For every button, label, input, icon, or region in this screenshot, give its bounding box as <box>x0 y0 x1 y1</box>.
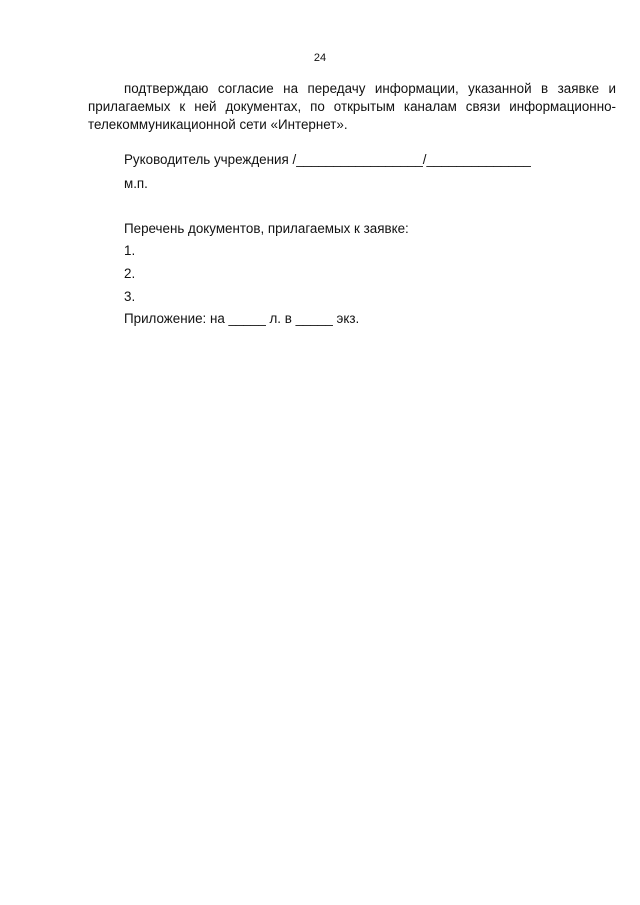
stamp-placeholder: м.п. <box>124 176 148 191</box>
documents-heading: Перечень документов, прилагаемых к заявке: <box>124 221 409 236</box>
head-signature-line: Руководитель учреждения /_________________/______________ <box>124 152 531 167</box>
document-list-item-1: 1. <box>124 243 136 258</box>
page-number: 24 <box>313 52 327 64</box>
consent-paragraph: подтверждаю согласие на передачу информации, указанной в заявке и прилагаемых к ней документах, по открытым каналам связи информационно-телекоммуникационной сети «Интернет». <box>88 81 616 132</box>
document-list-item-2: 2. <box>124 266 136 281</box>
attachment-line: Приложение: на _____ л. в _____ экз. <box>124 311 360 326</box>
document-list-item-3: 3. <box>124 289 136 304</box>
